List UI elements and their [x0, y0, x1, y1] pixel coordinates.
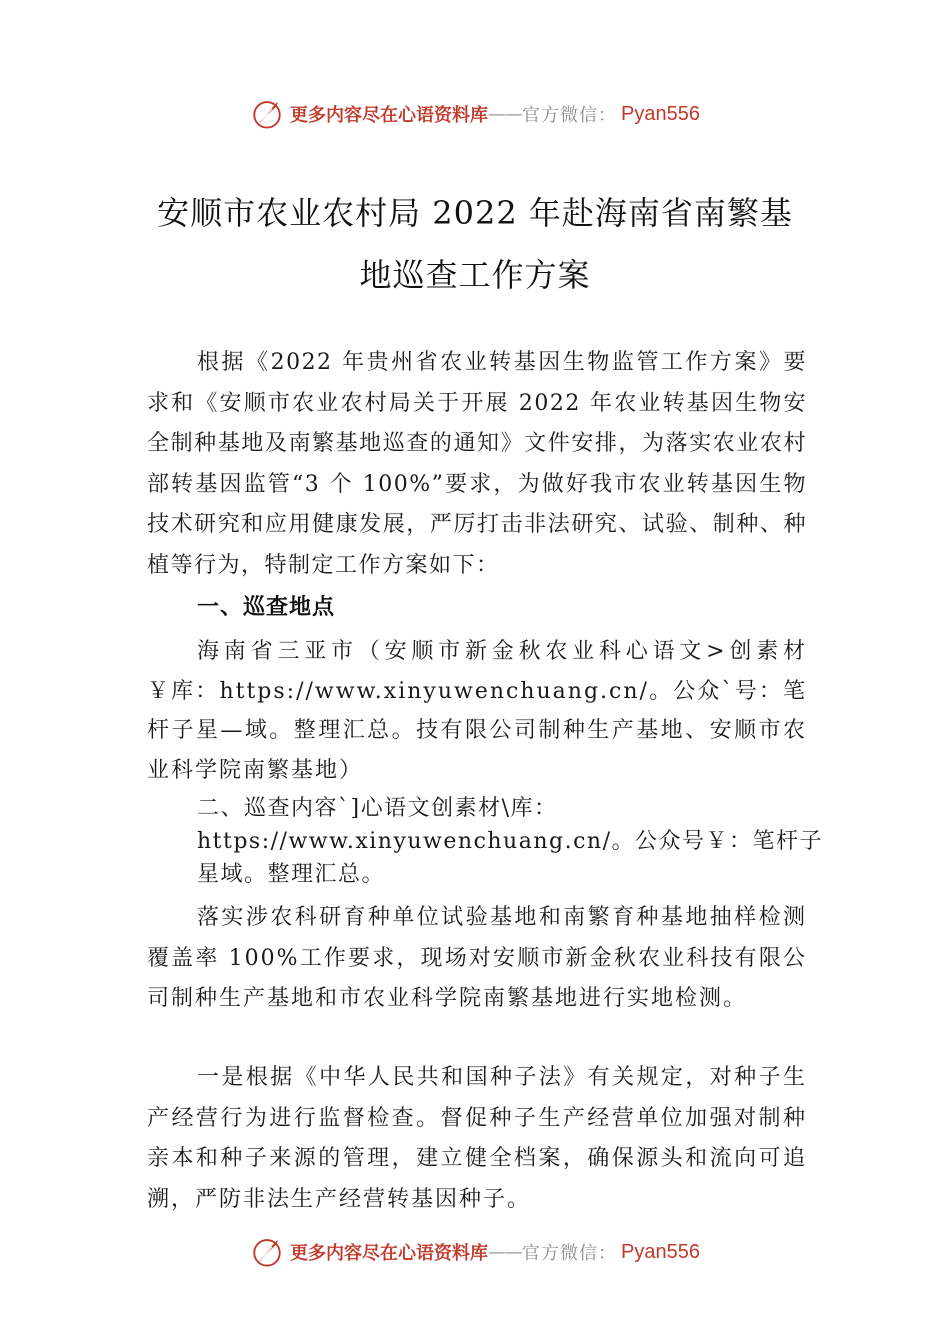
banner-wechat-id: Pyan556 [621, 102, 700, 125]
footer-wechat-label: 官方微信： [522, 1243, 618, 1264]
intro-paragraph: 根据《2022 年贵州省农业转基因生物监管工作方案》要求和《安顺市农业农村局关于开展 2022 年农业转基因生物安全制种基地及南繁基地巡查的通知》文件安排，为落实农业农村部转基因监管“3 个 100%”要求，为做好我市农业转基因生物技术研究和应用健康发展，严厉打击非法研究、试验、制种、种植等行为，特制定工作方案如下： [147, 350, 807, 578]
quill-pen-logo-icon [250, 97, 284, 131]
section2-body2: 一是根据《中华人民共和国种子法》有关规定，对种子生产经营行为进行监督检查。督促种子生产经营单位加强对制种亲本和种子来源的管理，建立健全档案，确保源头和流向可追溯，严防非法生产经营转基因种子。 [147, 1065, 807, 1212]
quill-pen-logo-icon [250, 1235, 284, 1269]
section2-heading: 二、巡查内容`]心语文创素材\库：https://www.xinyuwenchuang.cn/。公众号￥：笔杆子星域。整理汇总。 [197, 796, 823, 887]
footer-slogan: 更多内容尽在心语资料库 [290, 1243, 489, 1264]
banner-slogan: 更多内容尽在心语资料库 [290, 105, 489, 126]
banner-wechat-label: 官方微信： [522, 105, 618, 126]
footer-dash: —— [488, 1241, 523, 1263]
footer-banner [0, 1230, 950, 1274]
banner-dash: —— [488, 103, 523, 125]
footer-wechat-id: Pyan556 [621, 1240, 700, 1263]
document-title-line1: 安顺市农业农村局 2022 年赴海南省南繁基 [157, 194, 793, 232]
section1-body: 海南省三亚市（安顺市新金秋农业科心语文>创素材￥库：https://www.xinyuwenchuang.cn/。公众`号：笔杆子星—域。整理汇总。技有限公司制种生产基地、安顺市农业科学院南繁基地） [147, 639, 807, 783]
document-title-line2: 地巡查工作方案 [359, 256, 591, 294]
header-banner [0, 92, 950, 136]
section1-heading: 一、巡查地点 [197, 595, 336, 620]
section2-body1: 落实涉农科研育种单位试验基地和南繁育种基地抽样检测覆盖率 100%工作要求，现场对安顺市新金秋农业科技有限公司制种生产基地和市农业科学院南繁基地进行实地检测。 [147, 905, 807, 1011]
